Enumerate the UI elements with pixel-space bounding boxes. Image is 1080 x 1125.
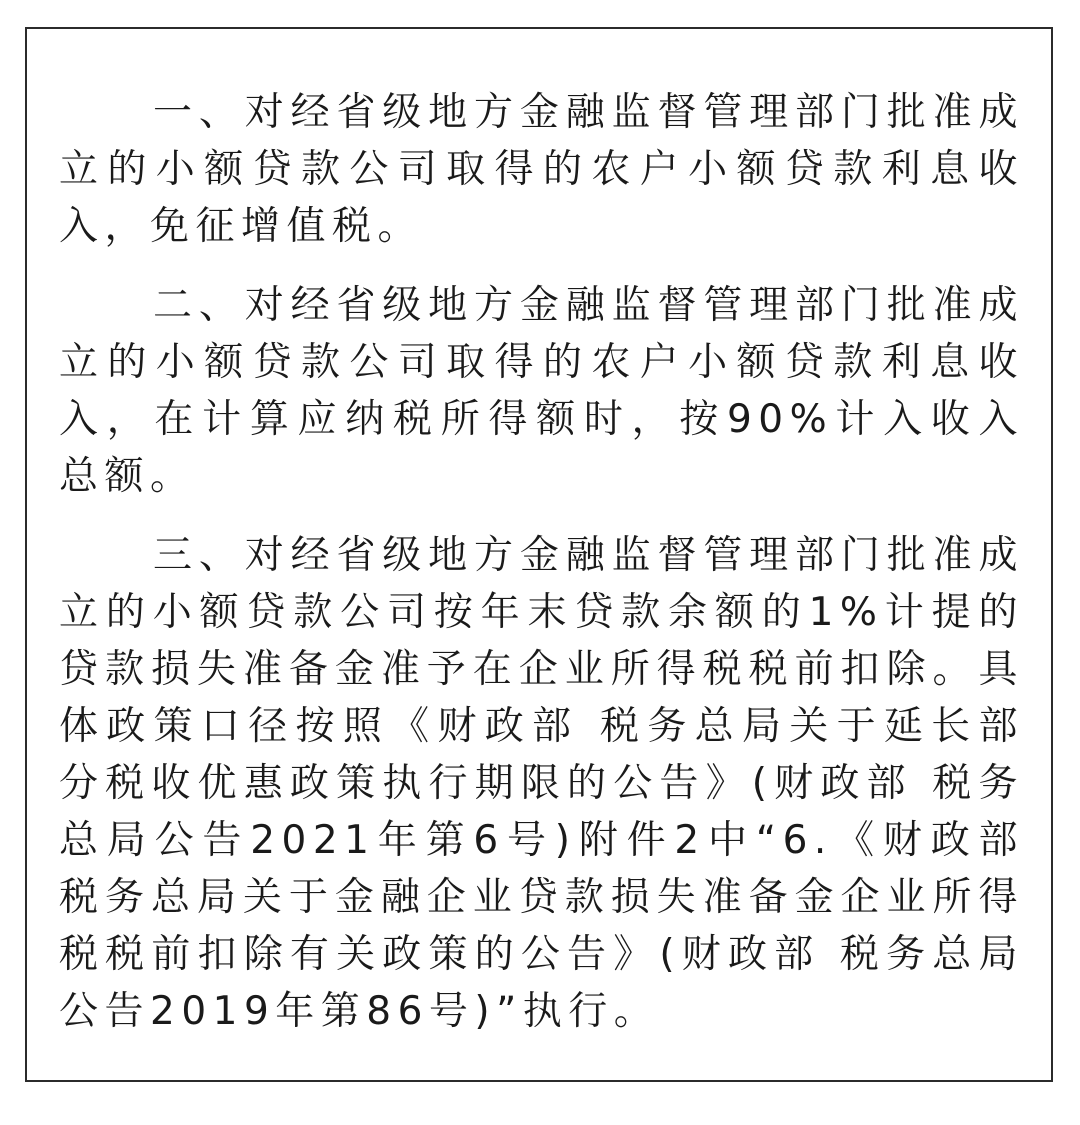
paragraph-3: 三、对经省级地方金融监督管理部门批准成立的小额贷款公司按年末贷款余额的1%计提的贷款损失准备金准予在企业所得税税前扣除。具体政策口径按照《财政部 税务总局关于延长部分税收优惠政策执行期限的公告》(财政部 税务总局公告2021年第6号)附件2中“6.《财政部 税务总局关于金融企业贷款损失准备金企业所得税税前扣除有关政策的公告》(财政部 税务总局公告2019年第86号)”执行。 xyxy=(59,533,1024,1034)
paragraph-1: 一、对经省级地方金融监督管理部门批准成立的小额贷款公司取得的农户小额贷款利息收入，免征增值税。 xyxy=(59,90,1024,249)
document-body xyxy=(59,84,1024,1040)
paragraph-2: 二、对经省级地方金融监督管理部门批准成立的小额贷款公司取得的农户小额贷款利息收入，在计算应纳税所得额时，按90%计入收入总额。 xyxy=(59,283,1024,499)
document-frame xyxy=(25,27,1053,1082)
